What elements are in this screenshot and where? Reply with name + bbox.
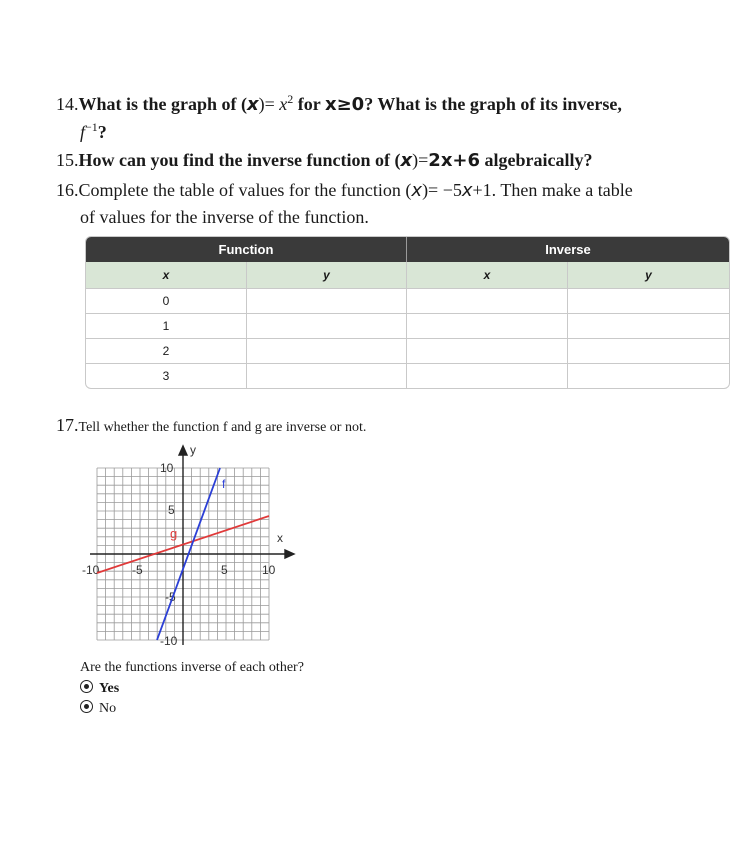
question-16	[56, 178, 633, 203]
table-row	[86, 338, 729, 364]
question-15	[56, 148, 593, 173]
x-axis-label: x	[277, 531, 283, 545]
question-14-text-c: for	[293, 94, 325, 114]
question-15-text-b: )=	[412, 150, 429, 170]
question-16-line2: of values for the inverse of the function.	[80, 207, 369, 227]
question-14-text-a: What is the graph of (	[78, 94, 248, 114]
question-15-text-a: How can you find the inverse function of (	[78, 150, 401, 170]
inv-y-input-cell[interactable]	[568, 289, 729, 314]
y-input-cell[interactable]	[247, 364, 406, 389]
inv-x-input-cell[interactable]	[407, 314, 567, 339]
question-16-text-b: )= −5	[422, 180, 462, 200]
tick-y-10: 10	[160, 461, 174, 475]
question-14-number: 14.	[56, 94, 79, 114]
table-subheader	[86, 262, 729, 288]
inverse-exp: −1	[85, 120, 98, 134]
row-x-value: 0	[162, 294, 170, 308]
question-14	[56, 92, 622, 117]
inv-y-input-cell[interactable]	[568, 364, 729, 389]
question-16-text-c: +1	[472, 180, 492, 200]
col-x: x	[162, 268, 170, 282]
question-14-text-d: ? What is the graph of its inverse,	[364, 94, 622, 114]
question-14-x: x	[247, 94, 259, 115]
question-17-number: 17.	[56, 415, 79, 435]
values-table	[85, 236, 730, 389]
table-row	[86, 313, 729, 339]
row-x-value: 3	[162, 369, 170, 383]
function-graph	[82, 440, 302, 650]
question-15-x: x	[400, 150, 413, 171]
inverse-f: f	[80, 122, 86, 142]
option-yes-label: Yes	[99, 681, 120, 696]
question-15-expr: 2x+6	[428, 150, 481, 171]
tick-x-neg5: -5	[132, 563, 143, 577]
question-17	[56, 413, 366, 440]
col-inv-y: y	[645, 268, 652, 282]
question-17-text: Tell whether the function f and g are inverse or not.	[78, 420, 367, 435]
table-header	[86, 237, 729, 262]
answer-prompt: Are the functions inverse of each other?	[80, 660, 304, 675]
inv-x-input-cell[interactable]	[407, 364, 567, 389]
question-16-x2: x	[461, 180, 473, 201]
question-16-x: x	[411, 180, 423, 201]
question-14-x-italic: x	[279, 94, 288, 114]
table-row	[86, 288, 729, 314]
tick-y-5: 5	[168, 503, 175, 517]
inv-x-input-cell[interactable]	[407, 289, 567, 314]
question-16-text-a: Complete the table of values for the function (	[78, 180, 412, 200]
inverse-header: Inverse	[545, 242, 591, 257]
col-inv-x: x	[483, 268, 491, 282]
tick-y-neg5: -5	[165, 590, 176, 604]
inv-y-input-cell[interactable]	[568, 339, 729, 364]
question-14-cond: x≥0	[324, 94, 365, 115]
y-input-cell[interactable]	[247, 314, 406, 339]
tick-x-5: 5	[221, 563, 228, 577]
inv-x-input-cell[interactable]	[407, 339, 567, 364]
tick-x-10: 10	[262, 563, 276, 577]
radio-no-icon[interactable]	[80, 700, 93, 713]
col-y: y	[323, 268, 330, 282]
y-input-cell[interactable]	[247, 289, 406, 314]
question-16-text-d: . Then make a table	[491, 180, 633, 200]
tick-x-neg10: -10	[82, 563, 100, 577]
function-g-label: g	[170, 526, 178, 541]
radio-yes-icon[interactable]	[80, 680, 93, 693]
row-x-value: 2	[162, 344, 170, 358]
inv-y-input-cell[interactable]	[568, 314, 729, 339]
question-15-number: 15.	[56, 150, 79, 170]
question-15-text-c: algebraically?	[480, 150, 593, 170]
y-axis-label: y	[190, 443, 196, 457]
question-14-exp: 2	[287, 92, 294, 106]
question-14-line2	[80, 120, 107, 144]
option-no[interactable]	[80, 697, 116, 721]
function-header: Function	[218, 242, 274, 257]
y-input-cell[interactable]	[247, 339, 406, 364]
option-no-label: No	[99, 701, 117, 716]
row-x-value: 1	[162, 319, 170, 333]
table-row	[86, 363, 729, 389]
inverse-end: ?	[97, 122, 107, 142]
question-14-text-b: )=	[258, 94, 280, 114]
question-16-number: 16.	[56, 180, 79, 200]
tick-y-neg10: -10	[160, 634, 178, 648]
function-f-label: f	[222, 477, 226, 491]
